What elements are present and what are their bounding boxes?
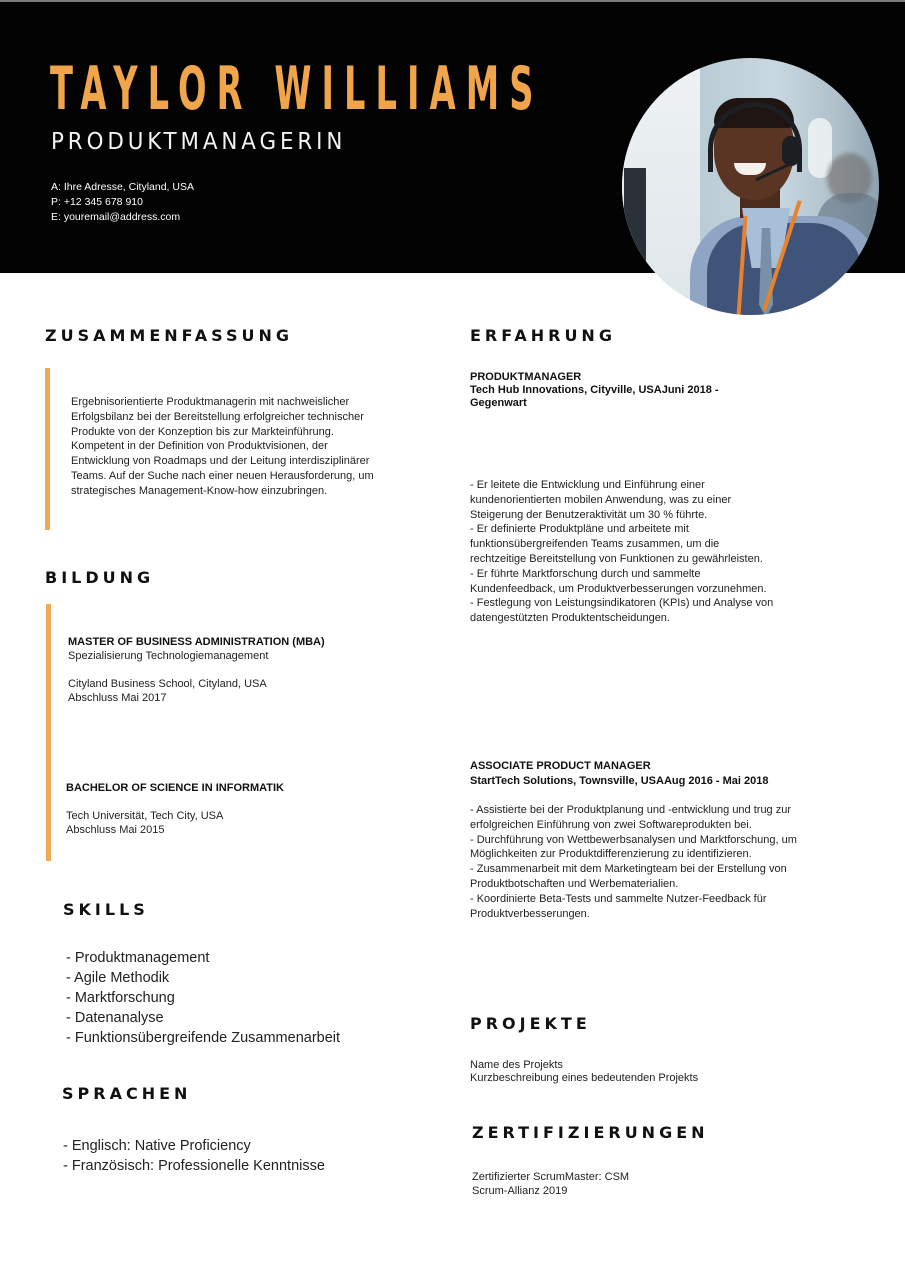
graduation: Abschluss Mai 2017 — [68, 692, 167, 704]
education-accent-bar — [46, 604, 51, 861]
summary-text: Ergebnisorientierte Produktmanagerin mit nachweislicher Erfolgsbilanz bei der Bereitstellung erfolgreicher technischer Produkte von der Konzeption bis zur Markteinführung. Kompetent in der Definition von Produktvisionen, der Entwicklung von Roadmaps und der Leitung interdisziplinärer Teams. Auf der Suche nach einer neuen Herausforderung, um strategisches Management-Know-how einzubringen. — [71, 396, 374, 497]
skill-item: - Datenanalyse — [66, 1010, 164, 1026]
profile-photo — [622, 58, 879, 315]
languages-list — [63, 1136, 325, 1176]
job-title: PRODUKTMANAGERIN — [51, 129, 347, 155]
certification-issuer: Scrum-Allianz 2019 — [472, 1185, 568, 1197]
certification-item — [472, 1170, 629, 1198]
skill-item: - Marktforschung — [66, 990, 175, 1006]
education-heading: BILDUNG — [45, 568, 155, 587]
project-item — [470, 1059, 698, 1085]
job-description: - Er leitete die Entwicklung und Einführung einer kundenorientierten mobilen Anwendung, was zu einer Steigerung der Benutzeraktivität um 30 % führte. - Er definierte Produktpläne und arbeitete mit funktionsübergreifenden Teams zusammen, um die rechtzeitige Bereitstellung von Funktionen zu gewährleisten. - Er führte Marktforschung durch und sammelte Kundenfeedback, um Produktverbesserungen vorzunehmen. - Festlegung von Leistungsindikatoren (KPIs) und Analyse von datengestützten Produktentscheidungen. — [470, 479, 774, 625]
summary-heading: ZUSAMMENFASSUNG — [45, 326, 293, 345]
certification-name: Zertifizierter ScrumMaster: CSM — [472, 1171, 630, 1183]
experience-heading: ERFAHRUNG — [470, 326, 616, 345]
education-item — [68, 635, 325, 705]
job-description: - Assistierte bei der Produktplanung und -entwicklung und trug zur erfolgreichen Einführung von zwei Softwareprodukten bei. - Durchführung von Wettbewerbsanalysen und Marktforschung, um Möglichkeiten zur Produktdifferenzierung zu identifizieren. - Zusammenarbeit mit dem Marketingteam bei der Erstellung von Produktbotschaften und Werbematerialien. - Koordinierte Beta-Tests und sammelte Nutzer-Feedback für Produktverbesserungen. — [470, 804, 797, 920]
contact-phone: P: +12 345 678 910 — [51, 196, 143, 208]
contact-address: A: Ihre Adresse, Cityland, USA — [51, 181, 194, 193]
job-header — [470, 759, 769, 788]
certifications-heading: ZERTIFIZIERUNGEN — [472, 1123, 709, 1142]
job-header — [470, 371, 719, 410]
job-title: ASSOCIATE PRODUCT MANAGER — [470, 760, 651, 772]
languages-heading: SPRACHEN — [62, 1084, 192, 1103]
school: Cityland Business School, Cityland, USA — [68, 678, 267, 690]
skills-heading: SKILLS — [63, 900, 149, 919]
job-company: Tech Hub Innovations, Cityville, USAJuni 2018 - — [470, 384, 719, 396]
photo-monitor — [624, 168, 646, 288]
summary-accent-bar — [45, 368, 50, 530]
contact-email: E: youremail@address.com — [51, 211, 181, 223]
skill-item: - Agile Methodik — [66, 970, 170, 986]
skills-list — [66, 948, 340, 1048]
degree: BACHELOR OF SCIENCE IN INFORMATIK — [66, 782, 284, 794]
skill-item: - Produktmanagement — [66, 950, 210, 966]
project-description: Kurzbeschreibung eines bedeutenden Projekts — [470, 1072, 699, 1084]
skill-item: - Funktionsübergreifende Zusammenarbeit — [66, 1030, 341, 1046]
job-company: StartTech Solutions, Townsville, USAAug 2016 - Mai 2018 — [470, 774, 769, 787]
job-title: PRODUKTMANAGER — [470, 371, 582, 383]
degree: MASTER OF BUSINESS ADMINISTRATION (MBA) — [68, 636, 325, 648]
specialization: Spezialisierung Technologiemanagement — [68, 650, 269, 662]
language-item: - Englisch: Native Proficiency — [63, 1138, 251, 1154]
job-period: Gegenwart — [470, 397, 527, 409]
candidate-name: TAYLOR WILLIAMS — [50, 54, 544, 124]
contact-info — [51, 180, 194, 225]
education-item — [66, 781, 284, 837]
language-item: - Französisch: Professionelle Kenntnisse — [63, 1158, 325, 1174]
project-name: Name des Projekts — [470, 1059, 563, 1071]
school: Tech Universität, Tech City, USA — [66, 810, 224, 822]
graduation: Abschluss Mai 2015 — [66, 824, 165, 836]
projects-heading: PROJEKTE — [470, 1014, 591, 1033]
